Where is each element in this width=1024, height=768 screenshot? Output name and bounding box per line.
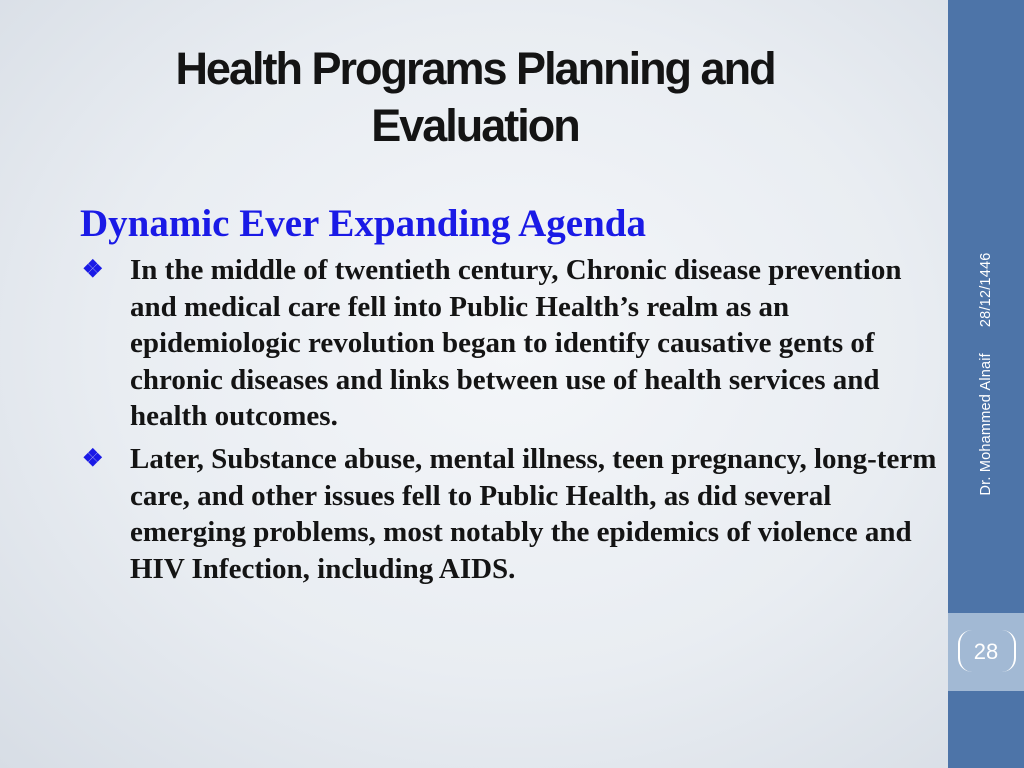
slide-content — [78, 200, 944, 593]
slide-subtitle: Dynamic Ever Expanding Agenda — [80, 202, 646, 245]
bullet-text: Later, Substance abuse, mental illness, teen pregnancy, long-term care, and other issues fell to Public Health, as did several emerging problems, most notably the epidemics of violence and HIV Infection, including AIDS. — [130, 442, 937, 585]
author-label: Dr. Mohammed Alnaif — [978, 353, 994, 496]
bullet-list — [78, 252, 944, 587]
diamond-cluster-icon: ❖ — [82, 445, 104, 472]
page-number-box — [948, 613, 1024, 691]
diamond-cluster-icon: ❖ — [82, 257, 104, 283]
slide-title — [60, 40, 890, 154]
slide-title-line-2: Evaluation — [371, 100, 579, 151]
sidebar-footer-text — [978, 253, 994, 496]
bullet-item — [78, 441, 944, 587]
bullet-item — [78, 252, 944, 435]
bullet-text: In the middle of twentieth century, Chronic disease prevention and medical care fell into Public Health’s realm as an epidemiologic revolution began to identify causative gents of chronic diseases and links between use of health services and health outcomes. — [130, 254, 902, 433]
date-label: 28/12/1446 — [978, 252, 994, 328]
page-number: 28 — [973, 639, 999, 664]
slide-title-line-1: Health Programs Planning and — [175, 43, 775, 94]
